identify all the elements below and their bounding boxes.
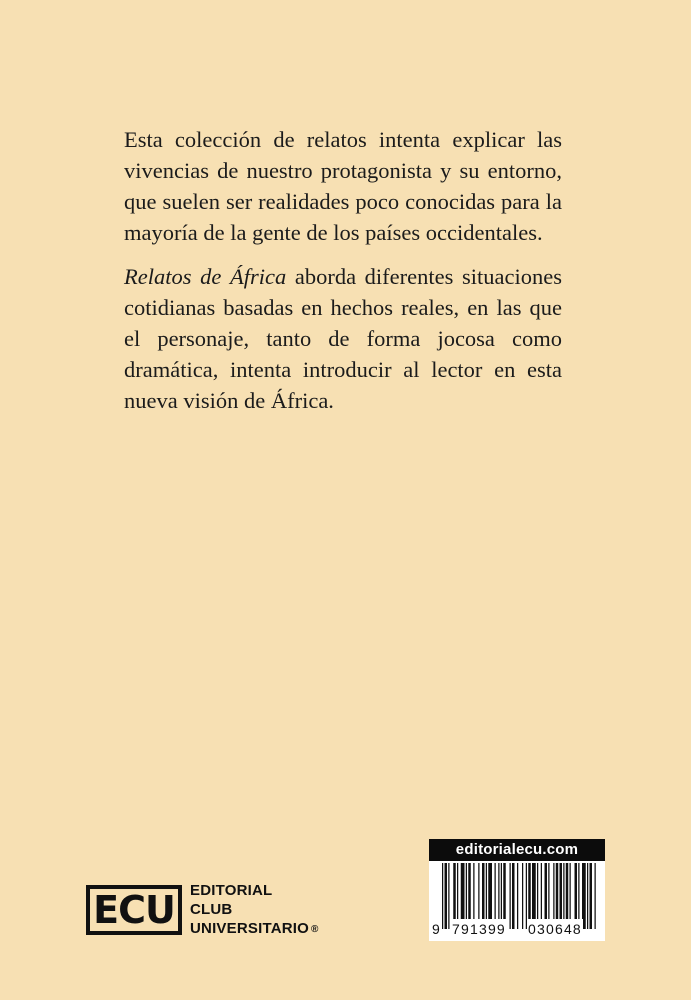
publisher-name-line-1: EDITORIAL xyxy=(190,882,273,899)
publisher-website: editorialecu.com xyxy=(429,839,605,861)
ecu-logo-mark: ECU xyxy=(86,885,182,935)
isbn-barcode-block xyxy=(429,839,605,941)
registered-trademark-icon: ® xyxy=(311,924,319,935)
publisher-name-line-2: CLUB xyxy=(190,901,233,918)
blurb-paragraph-1: Esta colección de relatos intenta explicar las vivencias de nuestro protagonista y su entorno, que suelen ser realidades poco conocidas para la mayoría de la gente de los países occidentales. xyxy=(124,127,562,245)
blurb-paragraph-2-text: aborda diferentes situaciones cotidianas basadas en hechos reales, en las que el personaje, tanto de forma jocosa como dramática, intenta introducir al lector en esta nueva visión de África. xyxy=(124,264,562,413)
isbn-first-digit: 9 xyxy=(432,921,440,937)
isbn-number xyxy=(429,919,605,939)
blurb-paragraph-2 xyxy=(124,261,562,416)
publisher-name-line-3-text: UNIVERSITARIO xyxy=(190,920,309,937)
publisher-name-line-3 xyxy=(190,919,319,939)
isbn-group-1: 791399 xyxy=(452,921,506,937)
back-cover-blurb xyxy=(124,124,562,429)
book-title-italic: Relatos de África xyxy=(124,264,287,289)
isbn-group-2: 030648 xyxy=(528,921,582,937)
publisher-logo xyxy=(86,880,319,940)
publisher-name xyxy=(190,881,319,939)
